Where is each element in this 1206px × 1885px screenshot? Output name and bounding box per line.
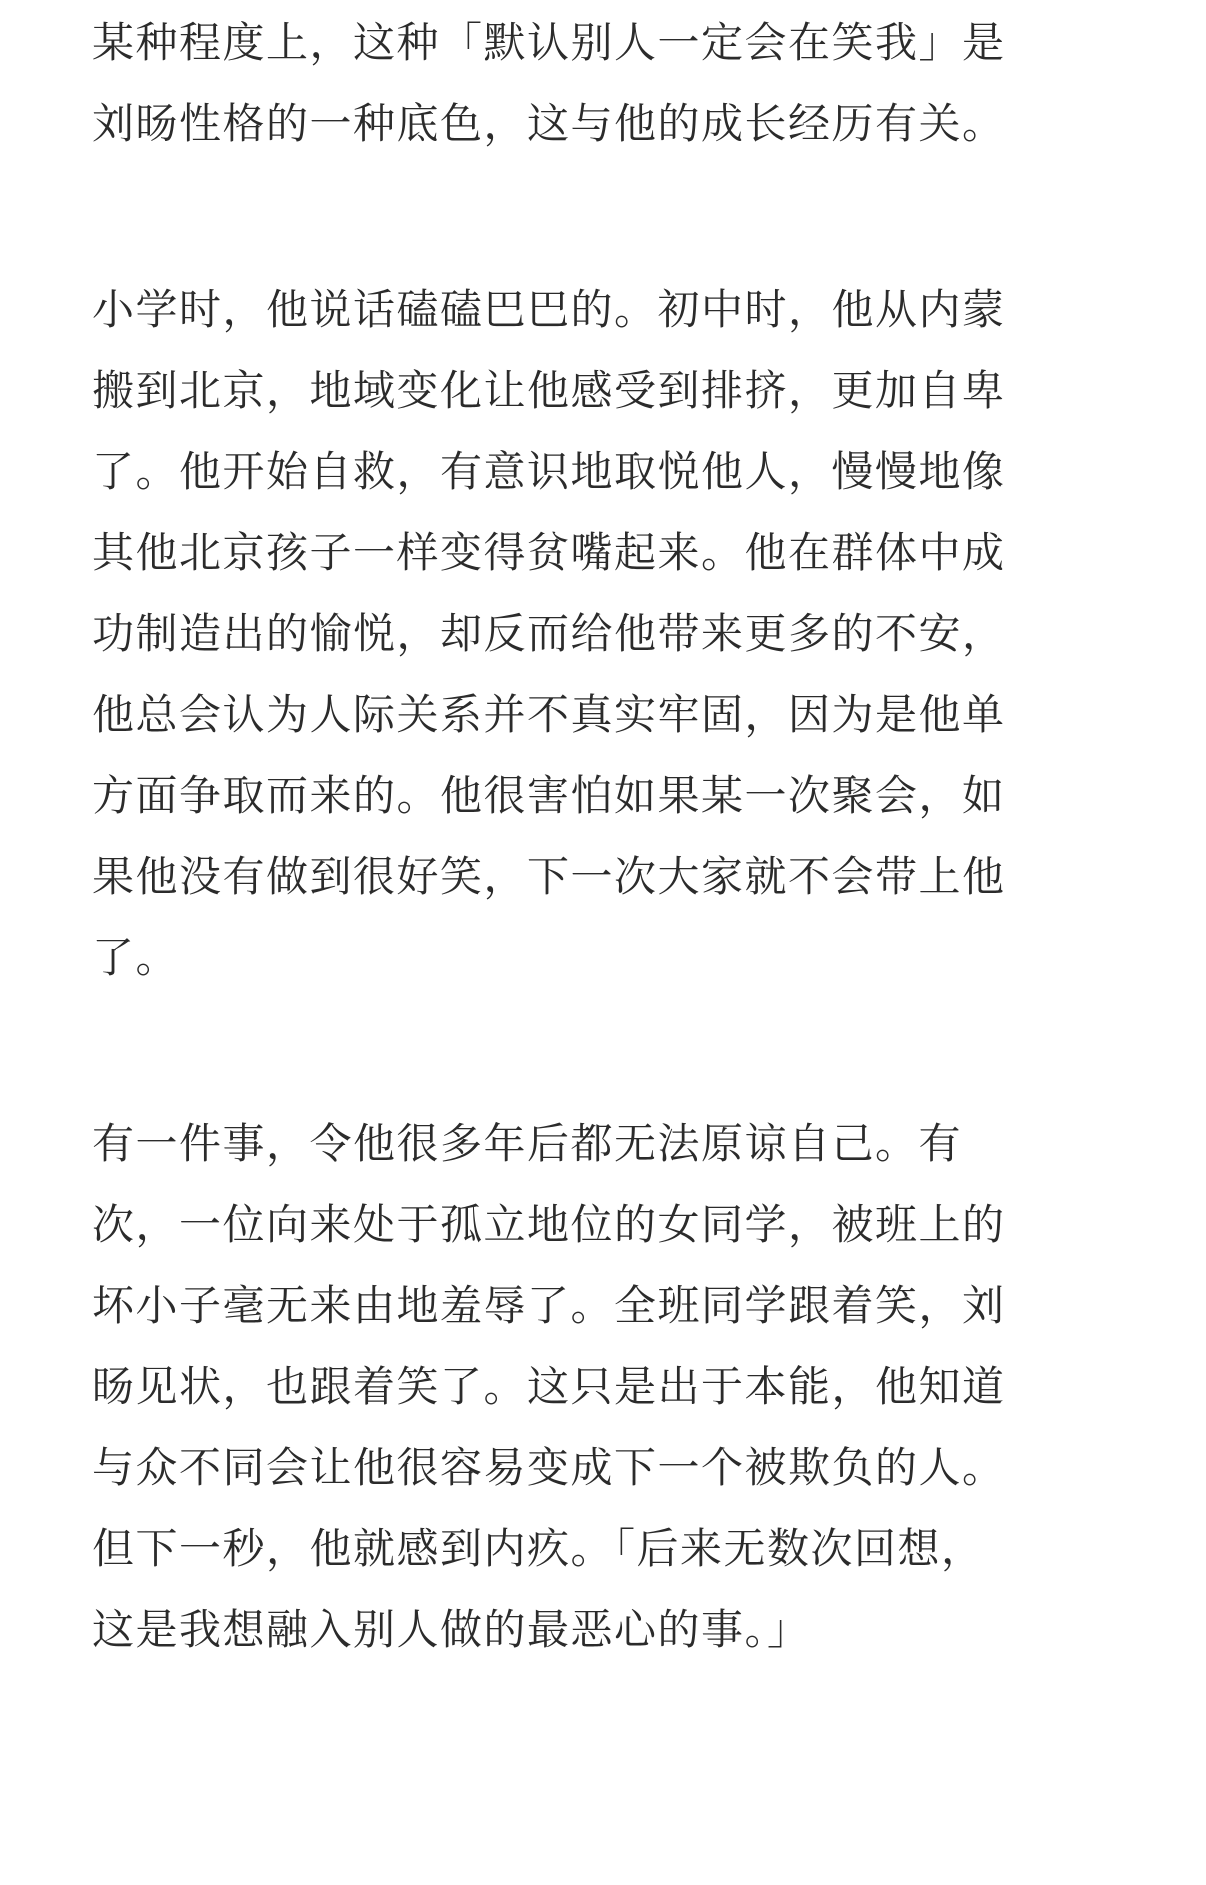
paragraph-line: 果他没有做到很好笑，下一次大家就不会带上他 — [92, 852, 1006, 901]
paragraph-line-mixed — [92, 1508, 1122, 1589]
paragraph-line: 刘旸性格的一种底色，这与他的成长经历有关。 — [92, 99, 1006, 148]
paragraph-line: 了。 — [92, 933, 180, 982]
paragraph-line-quote — [92, 1589, 1122, 1670]
article-body — [92, 0, 1122, 1670]
plain-text: 但下一秒，他就感到内疚。 — [92, 1524, 615, 1573]
paragraph-line: 与众不同会让他很容易变成下一个被欺负的人。 — [92, 1443, 1006, 1492]
paragraph-line: 有一件事，令他很多年后都无法原谅自己。有 — [92, 1119, 963, 1168]
paragraph-line: 旸见状，也跟着笑了。这只是出于本能，他知道 — [92, 1362, 1006, 1411]
paragraph-line: 其他北京孩子一样变得贫嘴起来。他在群体中成 — [92, 528, 1006, 577]
paragraph-line: 了。他开始自救，有意识地取悦他人，慢慢地像 — [92, 447, 1006, 496]
paragraph-line: 搬到北京，地域变化让他感受到排挤，更加自卑 — [92, 366, 1006, 415]
paragraph-2 — [92, 269, 1122, 998]
paragraph-line: 次，一位向来处于孤立地位的女同学，被班上的 — [92, 1200, 1006, 1249]
paragraph-1 — [92, 2, 1122, 164]
paragraph-line: 某种程度上，这种「默认别人一定会在笑我」是 — [92, 18, 1006, 67]
paragraph-3 — [92, 1103, 1122, 1670]
paragraph-line: 方面争取而来的。他很害怕如果某一次聚会，如 — [92, 771, 1006, 820]
paragraph-line: 功制造出的愉悦，却反而给他带来更多的不安， — [92, 609, 1006, 658]
highlighted-quote: 这是我想融入别人做的最恶心的事。」 — [92, 1605, 811, 1654]
paragraph-line: 坏小子毫无来由地羞辱了。全班同学跟着笑，刘 — [92, 1281, 1006, 1330]
highlighted-quote: 「后来无数次回想， — [614, 1524, 985, 1573]
paragraph-line: 他总会认为人际关系并不真实牢固，因为是他单 — [92, 690, 1006, 739]
paragraph-line: 小学时，他说话磕磕巴巴的。初中时，他从内蒙 — [92, 285, 1006, 334]
